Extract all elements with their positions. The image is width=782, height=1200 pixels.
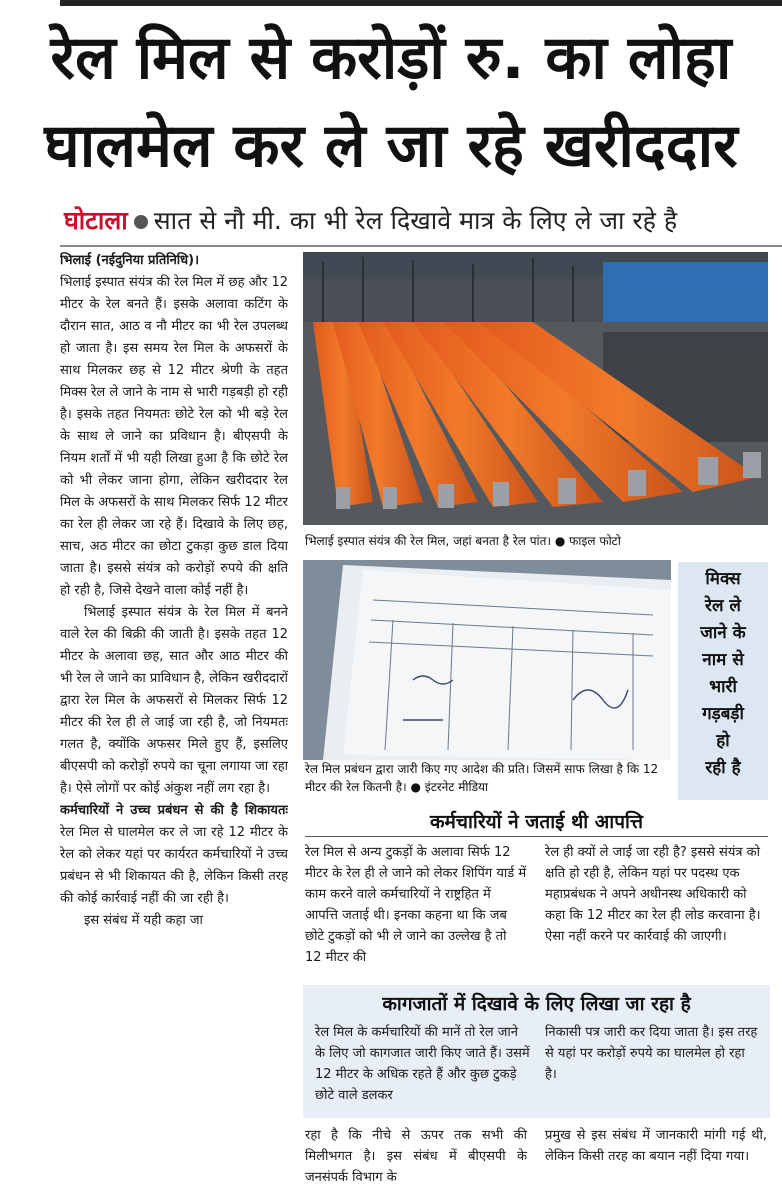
pull-quote-line: मिक्स <box>705 569 741 589</box>
pull-quote-line: नाम से <box>702 650 744 670</box>
bullet-icon <box>134 215 148 229</box>
byline: भिलाई (नईदुनिया प्रतिनिधि)। <box>60 253 200 268</box>
box1-rule <box>305 836 768 837</box>
paragraph-1: भिलाई इस्पात संयंत्र की रेल मिल में छह और 12 मीटर के रेल बनते हैं। इसके अलावा कटिंग के दौरान सात, आठ व नौ मीटर का भी रेल उपलब्ध हो जाता है। इस समय रेल मिल के अफसरों के साथ मिलकर छह से 12 मीटर श्रेणी के तहत मिक्स रेल ले जाने के नाम से भारी गड़बड़ी हो रही है। इसके तहत नियमतः छोटे रेल को भी बड़े रेल के साथ ले जाने का प्रविधान है। बीएसपी के नियम शर्तों में भी यही लिखा हुआ है कि छोटे रेल को भी लेकर जाना होगा, लेकिन खरीददार रेल मिल के अफसरों के साथ मिलकर सिर्फ 12 मीटर का रेल ही लेकर जा रहे हैं। दिखावे के लिए छह, साच, अठ मीटर का छोटा टुकड़ा कुछ डाल दिया जाता है। इससे संयंत्र को करोड़ों रुपये की क्षति हो रही है, जिसे देखने वाला कोई नहीं है। <box>60 275 288 598</box>
box1-right-text: रेल ही क्यों ले जाई जा रही है? इससे संयंत्र को क्षति हो रही है, लेकिन यहां पर पदस्थ एक महाप्रबंधक ने अपने अधीनस्थ अधिकारी को कहा कि 12 मीटर का रेल ही लोड करवाना है। ऐसा नहीं करने पर कार्रवाई की जाएगी। <box>545 845 761 944</box>
kicker-rule <box>60 245 782 247</box>
pull-quote-line: रेल ले <box>705 596 741 616</box>
bottom-left-text: रहा है कि नीचे से ऊपर तक सभी की मिलीभगत है। इस संबंध में बीएसपी के जनसंपर्क विभाग के <box>305 1128 527 1185</box>
bottom-right-text: प्रमुख से इस संबंध में जानकारी मांगी गई थी, लेकिन किसी तरह का बयान नहीं दिया गया। <box>545 1128 767 1164</box>
box2-right-text: निकासी पत्र जारी कर दिया जाता है। इस तरह से यहां पर करोड़ों रुपये का घालमेल हो रहा है। <box>545 1025 758 1082</box>
box1-left-text: रेल मिल से अन्य टुकड़ों के अलावा सिर्फ 12 मीटर के रेल ही ले जाने को लेकर शिपिंग यार्ड में काम करने वाले कर्मचारियों ने राष्ट्रहित में आपत्ति जताई थी। इनका कहना था कि जब छोटे टुकड़ों को भी ले जाने का उल्लेख है तो 12 मीटर की <box>305 845 527 965</box>
box2-left-text: रेल मिल के कर्मचारियों की मानें तो रेल जाने के लिए जो कागजात जारी किए जाते हैं। उसमें 12 मीटर के अधिक रहते हैं और कुछ टुकड़े छोटे वाले डलकर <box>315 1025 530 1103</box>
paragraph-3: रेल मिल से घालमेल कर ले जा रहे 12 मीटर के रेल को लेकर यहां पर कार्यरत कर्मचारियों ने उच्च प्रबंधन से भी शिकायत की है, लेकिन किसी तरह की कोई कार्रवाई नहीं की जा रही है। <box>60 825 288 906</box>
pull-quote-line: रही है <box>705 758 741 778</box>
document-caption: रेल मिल प्रबंधन द्वारा जारी किए गए आदेश की प्रति। जिसमें साफ लिखा है कि 12 मीटर की रेल कितनी है। ● इंटरनेट मीडिया <box>305 762 659 794</box>
top-rule <box>60 0 782 6</box>
headline-line-1: रेल मिल से करोड़ों रु. का लोहा <box>50 23 732 93</box>
kicker-text: सात से नौ मी. का भी रेल दिखावे मात्र के लिए ले जा रहे है <box>153 206 678 235</box>
kicker <box>64 201 774 243</box>
photo-caption: भिलाई इस्पात संयंत्र की रेल मिल, जहां बनता है रेल पांत। ● फाइल फोटो <box>305 534 621 548</box>
order-document-image <box>303 560 671 760</box>
subhead: कर्मचारियों ने उच्च प्रबंधन से की है शिकायतः <box>60 803 288 818</box>
left-column <box>60 250 288 1195</box>
rail-mill-photo <box>303 252 768 525</box>
headline-line-2: घालमेल कर ले जा रहे खरीददार <box>44 111 738 181</box>
paragraph-4: इस संबंध में यही कहा जा <box>84 913 203 928</box>
pull-quote-line: भारी <box>709 677 737 697</box>
box2-heading: कागजातों में दिखावे के लिए लिखा जा रहा है <box>382 993 691 1015</box>
pull-quote-box <box>678 562 768 800</box>
paragraph-2: भिलाई इस्पात संयंत्र के रेल मिल में बनने वाले रेल की बिक्री की जाती है। इसके तहत 12 मीटर के अलावा छह, सात और आठ मीटर की भी रेल ले जाने का प्राविधान है, लेकिन खरीददारों द्वारा रेल मिल के अफसरों से मिलकर सिर्फ 12 मीटर की रेल ही ले जाई जा रही है, जो नियमतः गलत है, क्योंकि अफसर मिले हुए हैं, इसलिए बीएसपी को करोड़ों रुपये का चूना लगाया जा रहा है। ऐसे लोगों पर कोई अंकुश नहीं लग रहा है। <box>60 605 288 796</box>
pull-quote-line: हो <box>716 731 730 751</box>
kicker-label: घोटाला <box>64 206 128 235</box>
box1-heading: कर्मचारियों ने जताई थी आपत्ति <box>429 811 644 833</box>
pull-quote-line: गड़बड़ी <box>702 704 744 724</box>
pull-quote-line: जाने के <box>700 623 746 643</box>
